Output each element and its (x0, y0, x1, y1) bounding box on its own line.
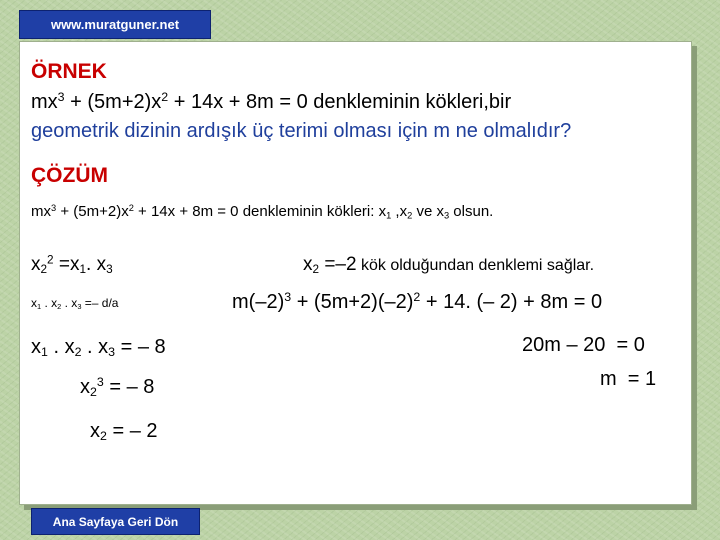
back-to-home-button[interactable]: Ana Sayfaya Geri Dön (31, 508, 200, 535)
example-equation: $mx^3 + (5m+2)x^2 + 14x + 8m = 0$ denkleminin kökleri,bir (31, 90, 512, 113)
solution-heading: ÇÖZÜM (31, 164, 108, 187)
answer: m = 1 (600, 368, 657, 390)
substitution-equation: $m(-2)^3 + (5m+2)(-2)^2 + 14$. (– 2) + 8m = 0 (232, 290, 603, 313)
roots-product: $x_1$ . $x_2$ . $x_3$ = – 8 (31, 336, 166, 360)
root-value: $x_2$ = – 2 (90, 420, 158, 444)
root-satisfies-statement: $x_2 =-2$ kök olduğundan denklemi sağlar. (303, 254, 595, 276)
example-question: geometrik dizinin ardışık üç terimi olması için m ne olmalıdır? (31, 120, 572, 142)
cube-step: $x_2^3$ = – 8 (80, 375, 155, 400)
slide-content (19, 41, 692, 505)
site-url-banner[interactable]: www.muratguner.net (19, 10, 211, 39)
simplified-equation: 20m – 20 = 0 (522, 334, 645, 356)
solution-intro: $mx^3 + (5m+2)x^2 + 14x + 8m = 0$ denkleminin kökleri: $x_1$ $,x_2$ ve $x_3$ olsun. (31, 202, 494, 221)
vieta-product-formula: $x_1$ . $x_2$ . $x_3 =- d/a$ (31, 296, 119, 311)
example-heading: ÖRNEK (31, 60, 107, 83)
geometric-mean-relation: $x_2^2 =x_1$. $x_3$ (31, 253, 113, 276)
